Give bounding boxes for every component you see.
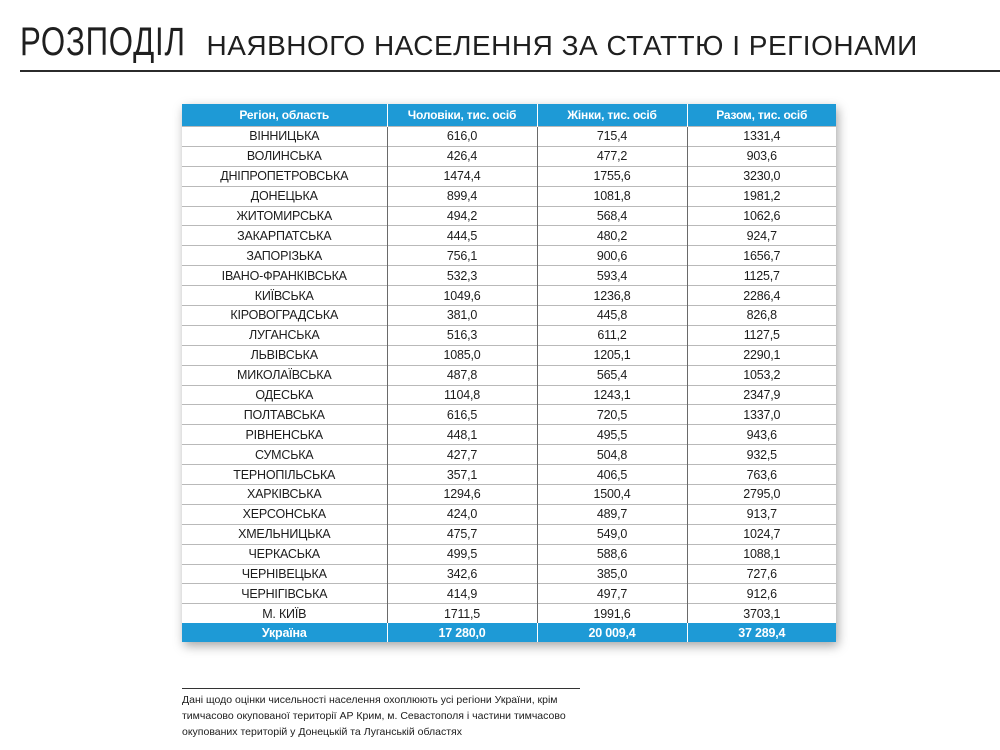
column-header-women: Жінки, тис. осіб — [537, 104, 687, 127]
table-row — [182, 146, 836, 166]
cell-women: 900,6 — [537, 246, 687, 266]
cell-region: ЧЕРНІГІВСЬКА — [182, 584, 387, 604]
cell-men: 499,5 — [387, 544, 537, 564]
cell-men: 516,3 — [387, 325, 537, 345]
total-women: 20 009,4 — [537, 623, 687, 642]
title-main-word: РОЗПОДІЛ — [20, 20, 186, 64]
cell-men: 381,0 — [387, 306, 537, 326]
table-row — [182, 524, 836, 544]
cell-women: 588,6 — [537, 544, 687, 564]
cell-women: 565,4 — [537, 365, 687, 385]
cell-women: 1236,8 — [537, 286, 687, 306]
cell-total: 2286,4 — [687, 286, 836, 306]
cell-women: 1205,1 — [537, 345, 687, 365]
table-row — [182, 385, 836, 405]
cell-women: 568,4 — [537, 206, 687, 226]
cell-region: М. КИЇВ — [182, 604, 387, 623]
page-header — [20, 18, 1000, 73]
cell-region: ПОЛТАВСЬКА — [182, 405, 387, 425]
column-header-region: Регіон, область — [182, 104, 387, 127]
table-row — [182, 465, 836, 485]
cell-men: 1049,6 — [387, 286, 537, 306]
cell-men: 616,5 — [387, 405, 537, 425]
cell-total: 1127,5 — [687, 325, 836, 345]
cell-men: 427,7 — [387, 445, 537, 465]
cell-women: 1500,4 — [537, 485, 687, 505]
table-row — [182, 584, 836, 604]
cell-total: 763,6 — [687, 465, 836, 485]
total-label: Україна — [182, 623, 387, 642]
cell-total: 1053,2 — [687, 365, 836, 385]
cell-men: 448,1 — [387, 425, 537, 445]
table-row — [182, 405, 836, 425]
cell-total: 943,6 — [687, 425, 836, 445]
cell-men: 414,9 — [387, 584, 537, 604]
table-row — [182, 425, 836, 445]
table-row — [182, 246, 836, 266]
cell-total: 1331,4 — [687, 127, 836, 147]
table-row — [182, 544, 836, 564]
cell-men: 899,4 — [387, 186, 537, 206]
table-row — [182, 365, 836, 385]
population-table — [182, 104, 836, 642]
cell-men: 494,2 — [387, 206, 537, 226]
cell-region: ВОЛИНСЬКА — [182, 146, 387, 166]
title-underline — [20, 70, 1000, 72]
cell-total: 3230,0 — [687, 166, 836, 186]
cell-women: 1991,6 — [537, 604, 687, 623]
table-row — [182, 485, 836, 505]
cell-women: 445,8 — [537, 306, 687, 326]
table-row — [182, 226, 836, 246]
cell-region: ДОНЕЦЬКА — [182, 186, 387, 206]
cell-men: 487,8 — [387, 365, 537, 385]
cell-region: ЗАКАРПАТСЬКА — [182, 226, 387, 246]
table-row — [182, 345, 836, 365]
cell-region: ЧЕРКАСЬКА — [182, 544, 387, 564]
cell-men: 1474,4 — [387, 166, 537, 186]
cell-women: 1081,8 — [537, 186, 687, 206]
cell-total: 826,8 — [687, 306, 836, 326]
title-subtitle: НАЯВНОГО НАСЕЛЕННЯ ЗА СТАТТЮ І РЕГІОНАМИ — [206, 30, 918, 61]
population-table-card — [182, 104, 836, 642]
cell-women: 497,7 — [537, 584, 687, 604]
cell-region: ХМЕЛЬНИЦЬКА — [182, 524, 387, 544]
cell-women: 720,5 — [537, 405, 687, 425]
cell-total: 2347,9 — [687, 385, 836, 405]
table-body — [182, 127, 836, 624]
cell-women: 477,2 — [537, 146, 687, 166]
table-row — [182, 127, 836, 147]
table-row — [182, 206, 836, 226]
cell-men: 1711,5 — [387, 604, 537, 623]
table-row — [182, 286, 836, 306]
cell-region: ОДЕСЬКА — [182, 385, 387, 405]
cell-region: ЗАПОРІЗЬКА — [182, 246, 387, 266]
cell-region: КИЇВСЬКА — [182, 286, 387, 306]
table-row — [182, 186, 836, 206]
cell-women: 593,4 — [537, 266, 687, 286]
cell-women: 480,2 — [537, 226, 687, 246]
table-row — [182, 445, 836, 465]
table-row — [182, 325, 836, 345]
cell-men: 532,3 — [387, 266, 537, 286]
cell-total: 1024,7 — [687, 524, 836, 544]
table-header-row — [182, 104, 836, 127]
page-title — [20, 22, 918, 62]
total-men: 17 280,0 — [387, 623, 537, 642]
table-row — [182, 306, 836, 326]
cell-region: ЖИТОМИРСЬКА — [182, 206, 387, 226]
cell-men: 756,1 — [387, 246, 537, 266]
cell-region: ЛУГАНСЬКА — [182, 325, 387, 345]
footnote: Дані щодо оцінки чисельності населення охоплюють усі регіони України, крім тимчасово окупованої території АР Крим, м. Севастополя і частини тимчасово окупованих територій у Донецькій та Луганській областях — [182, 688, 580, 740]
cell-total: 913,7 — [687, 504, 836, 524]
table-row — [182, 166, 836, 186]
cell-men: 424,0 — [387, 504, 537, 524]
cell-women: 385,0 — [537, 564, 687, 584]
cell-region: ХАРКІВСЬКА — [182, 485, 387, 505]
cell-region: МИКОЛАЇВСЬКА — [182, 365, 387, 385]
cell-total: 903,6 — [687, 146, 836, 166]
cell-region: ІВАНО-ФРАНКІВСЬКА — [182, 266, 387, 286]
cell-region: ДНІПРОПЕТРОВСЬКА — [182, 166, 387, 186]
cell-region: КІРОВОГРАДСЬКА — [182, 306, 387, 326]
cell-women: 1243,1 — [537, 385, 687, 405]
cell-men: 475,7 — [387, 524, 537, 544]
table-row — [182, 564, 836, 584]
column-header-men: Чоловіки, тис. осіб — [387, 104, 537, 127]
column-header-total: Разом, тис. осіб — [687, 104, 836, 127]
cell-women: 611,2 — [537, 325, 687, 345]
cell-men: 444,5 — [387, 226, 537, 246]
cell-men: 1104,8 — [387, 385, 537, 405]
table-total-row — [182, 623, 836, 642]
cell-men: 342,6 — [387, 564, 537, 584]
table-row — [182, 604, 836, 623]
cell-region: ХЕРСОНСЬКА — [182, 504, 387, 524]
table-row — [182, 504, 836, 524]
cell-men: 357,1 — [387, 465, 537, 485]
cell-men: 616,0 — [387, 127, 537, 147]
cell-total: 912,6 — [687, 584, 836, 604]
cell-total: 1125,7 — [687, 266, 836, 286]
cell-total: 924,7 — [687, 226, 836, 246]
cell-total: 2290,1 — [687, 345, 836, 365]
cell-women: 495,5 — [537, 425, 687, 445]
cell-women: 715,4 — [537, 127, 687, 147]
cell-total: 1981,2 — [687, 186, 836, 206]
cell-total: 3703,1 — [687, 604, 836, 623]
cell-region: ЧЕРНІВЕЦЬКА — [182, 564, 387, 584]
cell-total: 1062,6 — [687, 206, 836, 226]
cell-men: 426,4 — [387, 146, 537, 166]
cell-region: РІВНЕНСЬКА — [182, 425, 387, 445]
cell-region: ЛЬВІВСЬКА — [182, 345, 387, 365]
cell-women: 549,0 — [537, 524, 687, 544]
cell-total: 1656,7 — [687, 246, 836, 266]
cell-region: ТЕРНОПІЛЬСЬКА — [182, 465, 387, 485]
cell-men: 1294,6 — [387, 485, 537, 505]
cell-men: 1085,0 — [387, 345, 537, 365]
table-row — [182, 266, 836, 286]
cell-region: ВІННИЦЬКА — [182, 127, 387, 147]
cell-women: 489,7 — [537, 504, 687, 524]
cell-region: СУМСЬКА — [182, 445, 387, 465]
cell-total: 727,6 — [687, 564, 836, 584]
cell-total: 2795,0 — [687, 485, 836, 505]
cell-total: 1088,1 — [687, 544, 836, 564]
cell-total: 932,5 — [687, 445, 836, 465]
cell-women: 1755,6 — [537, 166, 687, 186]
total-all: 37 289,4 — [687, 623, 836, 642]
cell-total: 1337,0 — [687, 405, 836, 425]
cell-women: 406,5 — [537, 465, 687, 485]
cell-women: 504,8 — [537, 445, 687, 465]
